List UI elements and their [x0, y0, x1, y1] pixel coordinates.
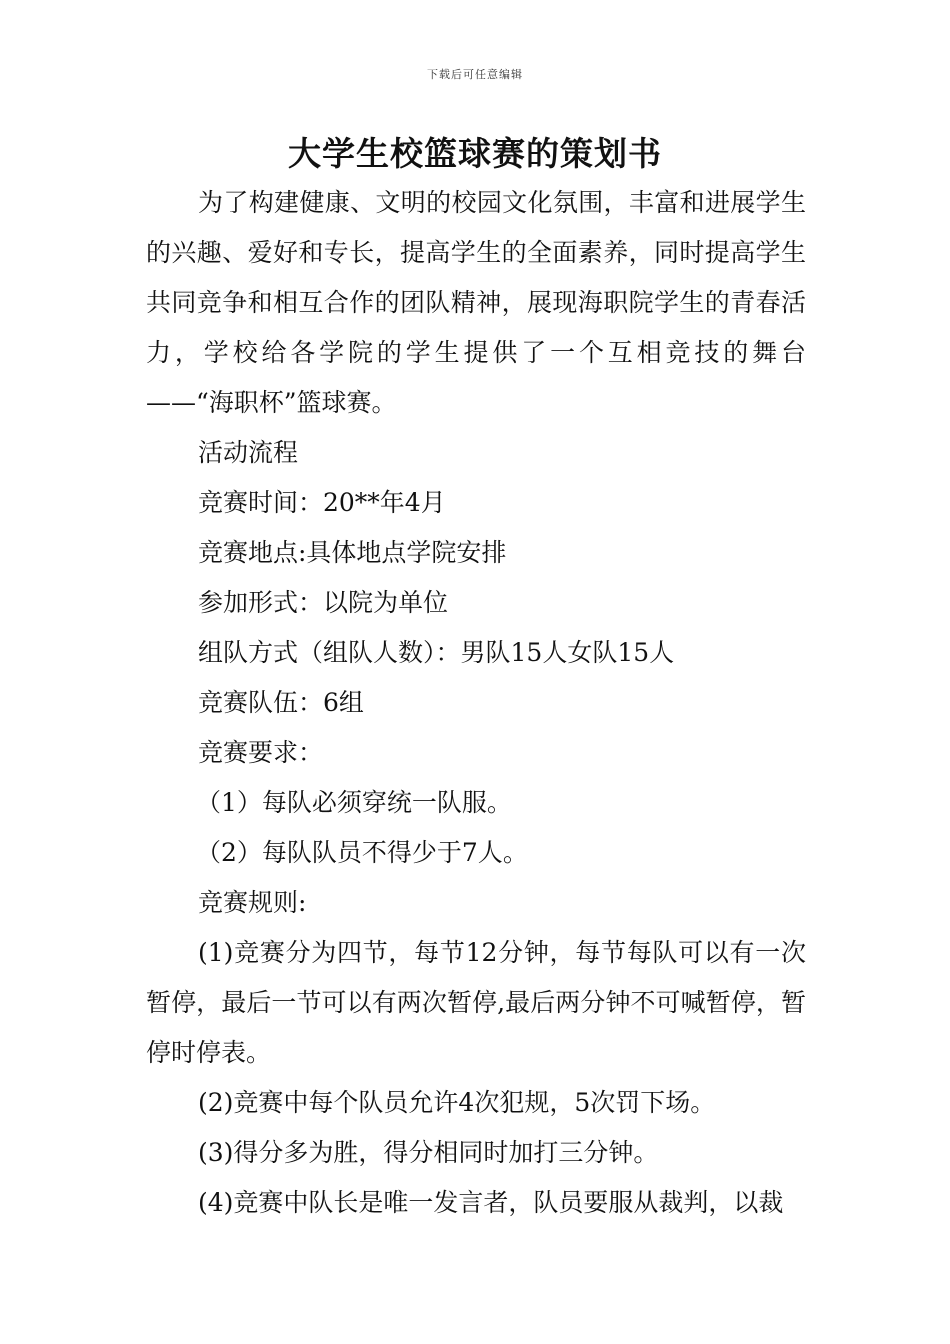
- rule-1: (1)竞赛分为四节，每节12分钟，每节每队可以有一次暂停，最后一节可以有两次暂停,最后两分钟不可喊暂停，暂停时停表。: [146, 938, 806, 1067]
- rule-3: (3)得分多为胜，得分相同时加打三分钟。: [198, 1138, 659, 1167]
- intro-paragraph: 为了构建健康、文明的校园文化氛围，丰富和进展学生的兴趣、爱好和专长，提高学生的全面素养，同时提高学生共同竞争和相互合作的团队精神，展现海职院学生的青春活力，学校给各学院的学生提供了一个互相竞技的舞台——“海职杯”篮球赛。: [146, 188, 806, 417]
- requirement-1: （1）每队必须穿统一队服。: [196, 788, 512, 817]
- team-count: 竞赛队伍：6组: [198, 688, 364, 717]
- requirements-heading: 竞赛要求：: [198, 738, 324, 767]
- rule-4: (4)竞赛中队长是唯一发言者，队员要服从裁判，以裁: [198, 1188, 784, 1217]
- participation-form: 参加形式：以院为单位: [198, 588, 449, 617]
- competition-time: 竞赛时间：20**年4月: [198, 488, 446, 517]
- requirement-2: （2）每队队员不得少于7人。: [196, 838, 528, 867]
- document-title: 大学生校篮球赛的策划书: [288, 134, 662, 173]
- rule-2: (2)竞赛中每个队员允许4次犯规，5次罚下场。: [198, 1088, 716, 1117]
- competition-place: 竞赛地点:具体地点学院安排: [198, 538, 507, 567]
- rules-heading: 竞赛规则:: [198, 888, 307, 917]
- document-body: [146, 178, 806, 1228]
- section-activity-flow: 活动流程: [198, 438, 299, 467]
- team-formation: 组队方式（组队人数）：男队15人女队15人: [198, 638, 675, 667]
- page-header-note: 下载后可任意编辑: [427, 68, 523, 81]
